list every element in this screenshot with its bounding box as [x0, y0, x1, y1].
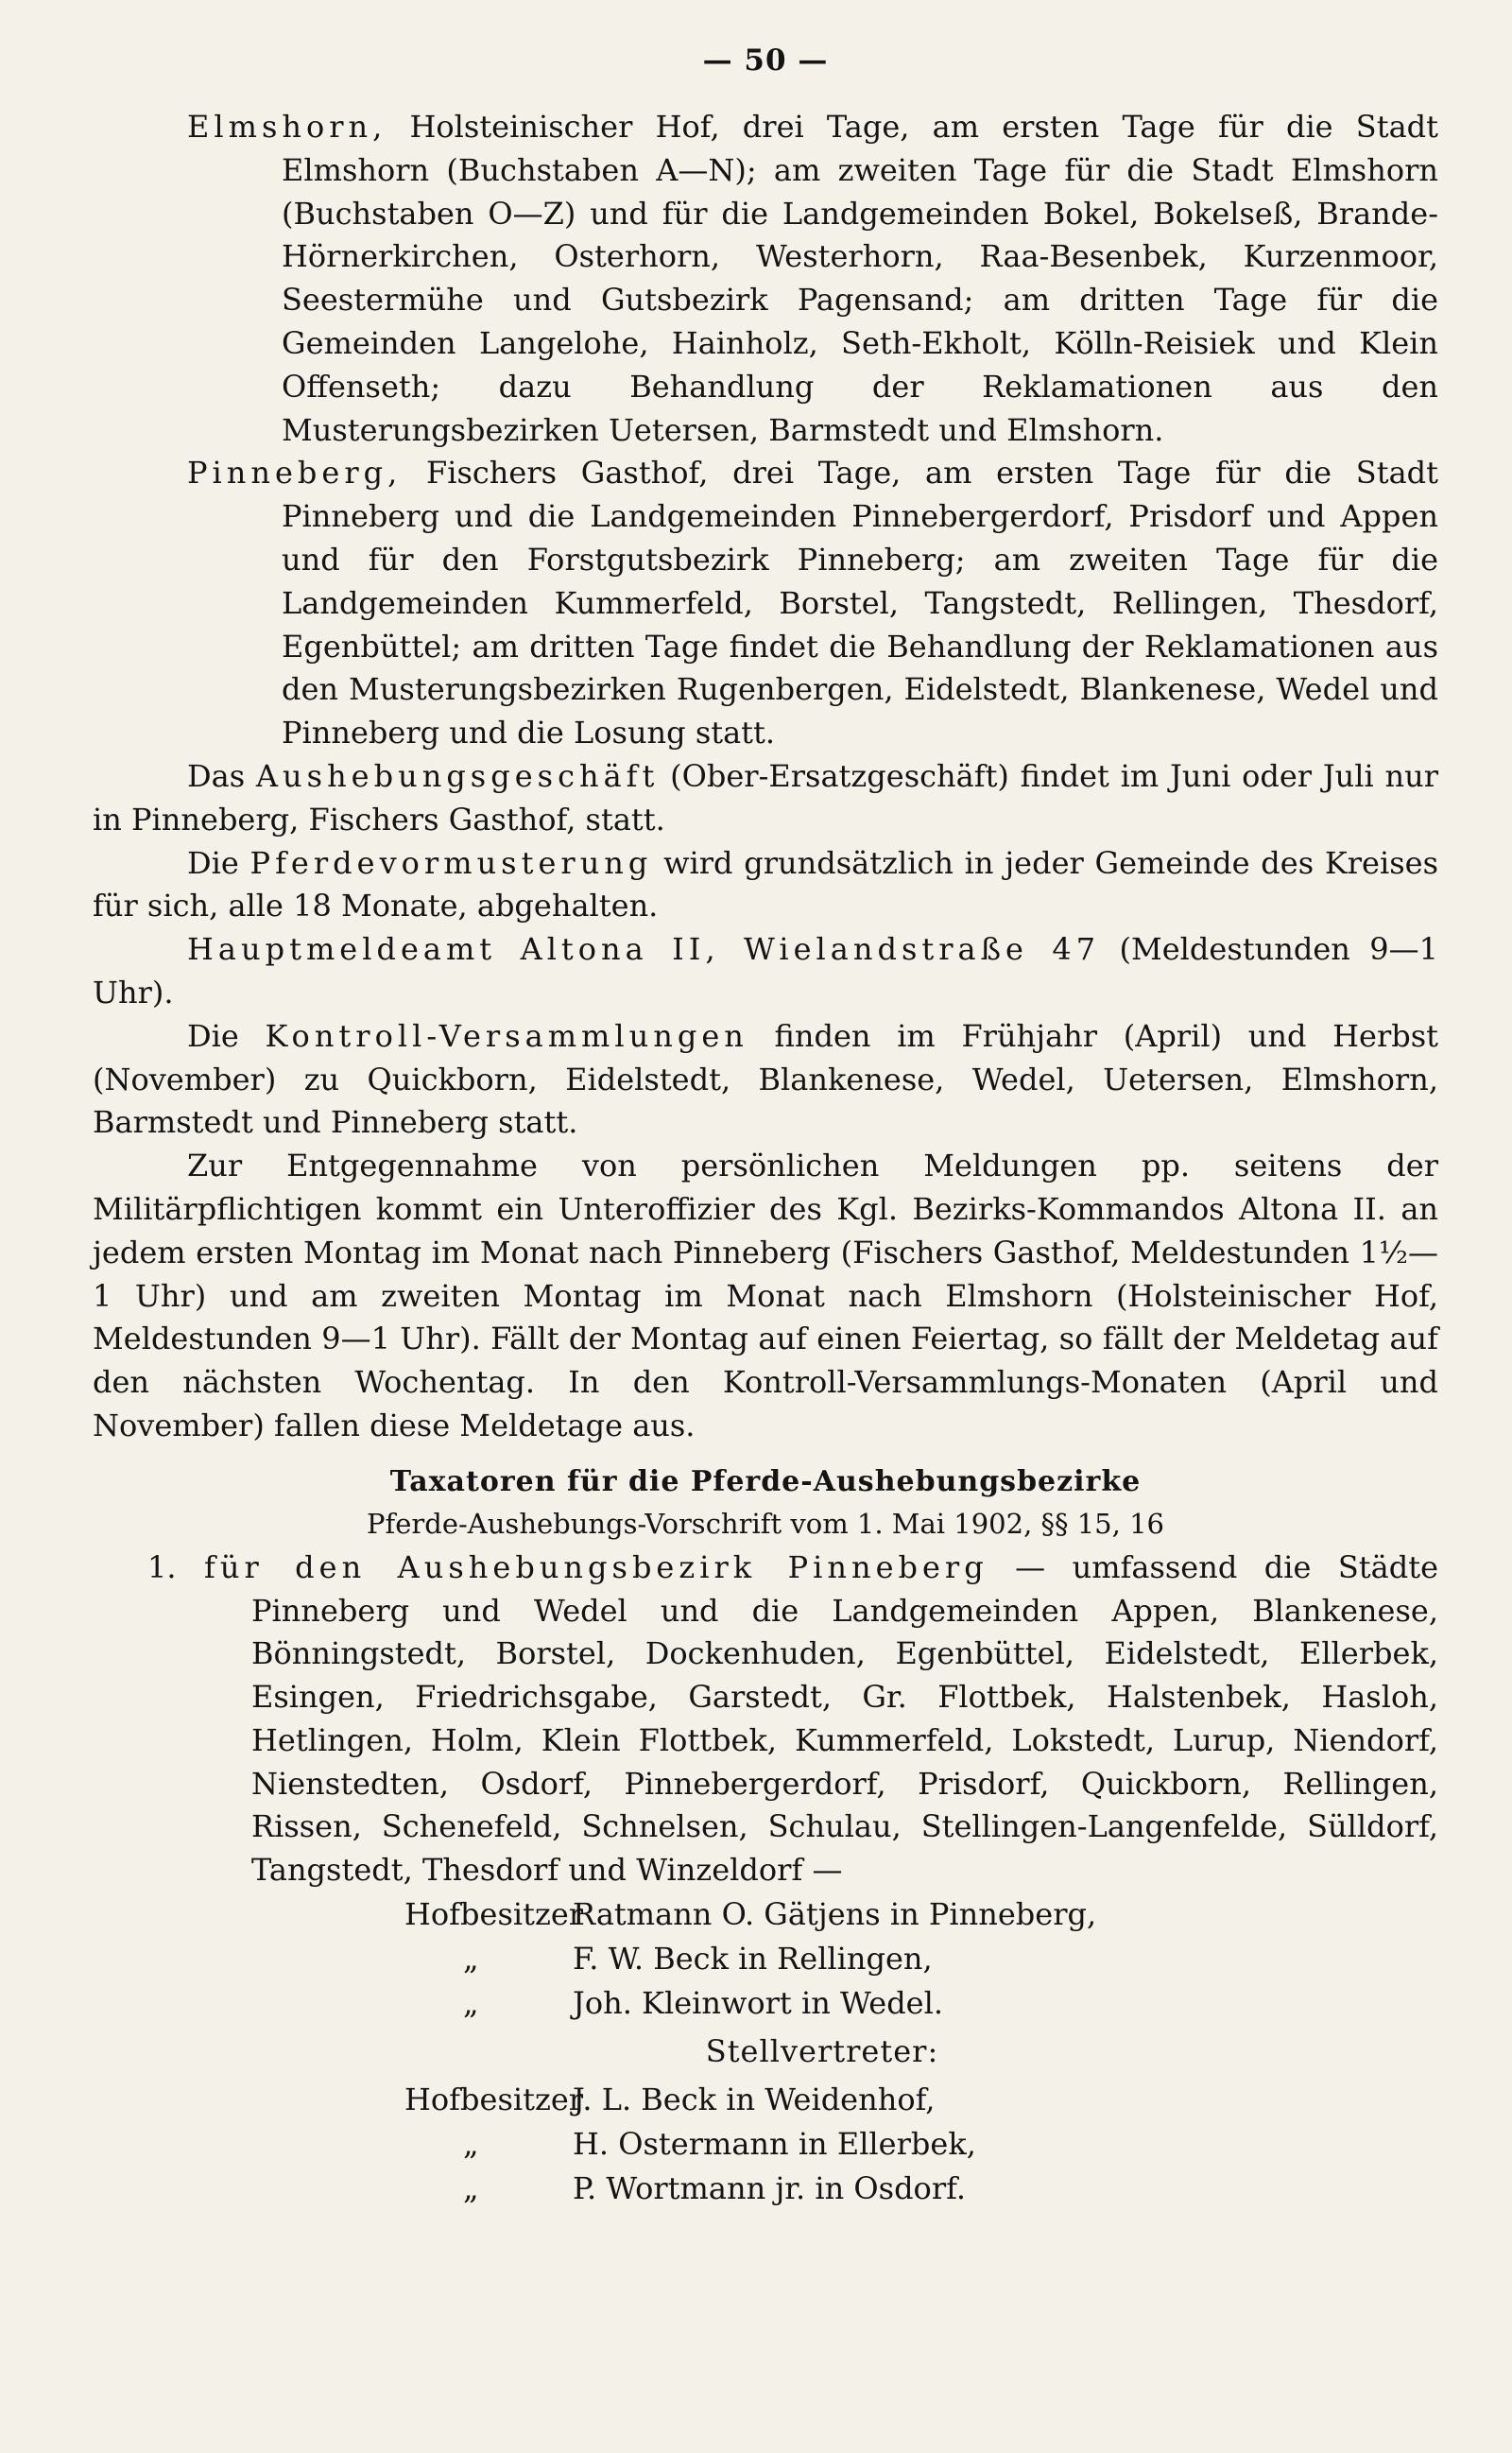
spaced-term: für den Aushebungsbezirk Pinneberg [204, 1548, 988, 1585]
person-row [404, 1937, 1438, 1981]
person-row [404, 1981, 1438, 2026]
paragraph-pferdevormusterung: Die Pferdevormusterung wird grundsätzlich in jeder Gemeinde des Kreises für sich, alle 18 Monate, abgehalten. [93, 844, 1438, 924]
entry-text: Fischers Gasthof, drei Tage, am ersten Tage für die Stadt Pinneberg und die Landgemeinden Pinnebergerdorf, Prisdorf und Appen und für den Forstgutsbezirk Pinneberg; am zweiten Tage für die Landgemeinden Kummerfeld, Borstel, Tangstedt, Rellingen, Thesdorf, Egenbüttel; am dritten Tage findet die Behandlung der Reklamationen aus den Musterungsbezirken Rugenbergen, Eidelstedt, Blankenese, Wedel und Pinneberg und die Losung statt. [282, 455, 1438, 751]
spaced-term: Hauptmeldeamt Altona II, Wielandstraße 47 [187, 931, 1101, 968]
paragraph-hauptmeldeamt: Hauptmeldeamt Altona II, Wielandstraße 47 (Meldestunden 9—1 Uhr). [93, 931, 1439, 1011]
entry-text: Holsteinischer Hof, drei Tage, am ersten Tage für die Stadt Elmshorn (Buchstaben A—N); am zweiten Tage für die Stadt Elmshorn (Buchstaben O—Z) und für die Landgemeinden Bokel, Bokelseß, Brande-Hörnerkirchen, Osterhorn, Westerhorn, Raa-Besenbek, Kurzenmoor, Seestermühe und Gutsbezirk Pagensand; am dritten Tage für die Gemeinden Langelohe, Hainholz, Seth-Ekholt, Kölln-Reisiek und Klein Offenseth; dazu Behandlung der Reklamationen aus den Musterungsbezirken Uetersen, Barmstedt und Elmshorn. [282, 109, 1438, 448]
person-name: Joh. Kleinwort in Wedel. [573, 1985, 944, 2022]
person-row [404, 1892, 1438, 1937]
person-role: Hofbesitzer [404, 2082, 584, 2118]
spaced-term: Aushebungsgeschäft [255, 757, 660, 794]
person-role: Hofbesitzer [404, 1896, 584, 1933]
person-name: Ratmann O. Gätjens in Pinneberg, [573, 1896, 1097, 1933]
person-name: J. L. Beck in Weidenhof, [573, 2082, 936, 2118]
stellvertreter-label: Stellvertreter: [705, 2033, 939, 2070]
ditto-mark: „ [463, 2170, 479, 2207]
spaced-term: Pferdevormusterung [249, 844, 653, 881]
list-text: — umfassend die Städte Pinneberg und Wedel und die Landgemeinden Appen, Blankenese, Bönningstedt, Borstel, Dockenhuden, Egenbüttel, Eidelstedt, Ellerbek, Esingen, Friedrichsgabe, Garstedt, Gr. Flottbek, Halstenbek, Hasloh, Hetlingen, Holm, Klein Flottbek, Kummerfeld, Lokstedt, Lurup, Niendorf, Nienstedten, Osdorf, Pinnebergerdorf, Prisdorf, Quickborn, Rellingen, Rissen, Schenefeld, Schnelsen, Schulau, Stellingen-Langenfelde, Sülldorf, Tangstedt, Thesdorf und Winzeldorf — [251, 1548, 1439, 1889]
person-row [404, 2078, 1438, 2122]
list-number: 1. [147, 1548, 177, 1585]
person-name: H. Ostermann in Ellerbek, [573, 2126, 976, 2163]
person-row [404, 2122, 1438, 2167]
entry-place: Pinneberg, [187, 455, 403, 492]
paragraph-kontroll-versammlungen: Die Kontroll-Versammlungen finden im Frühjahr (April) und Herbst (November) zu Quickborn, Eidelstedt, Blankenese, Wedel, Uetersen, Elmshorn, Barmstedt und Pinneberg statt. [93, 1017, 1439, 1141]
entry-pinneberg [187, 452, 1438, 755]
list-item-aushebungsbezirk [147, 1546, 1438, 1892]
section-heading: Taxatoren für die Pferde-Aushebungsbezirke [389, 1464, 1142, 1498]
stellvertreter-list [404, 2078, 1438, 2211]
entry-place: Elmshorn, [187, 109, 387, 145]
paragraph-aushebungsgeschaeft: Das Aushebungsgeschäft (Ober-Ersatzgeschäft) findet im Juni oder Juli nur in Pinneberg, Fischers Gasthof, statt. [93, 757, 1438, 838]
page-number: — 50 — [702, 43, 829, 78]
entry-elmshorn [187, 106, 1438, 452]
paragraph-meldungen: Zur Entgegennahme von persönlichen Meldungen pp. seitens der Militärpflichtigen kommt ein Unteroffizier des Kgl. Bezirks-Kommandos Altona II. an jedem ersten Montag im Monat nach Pinneberg (Fischers Gasthof, Meldestunden 1½—1 Uhr) und am zweiten Montag im Monat nach Elmshorn (Holsteinischer Hof, Meldestunden 9—1 Uhr). Fällt der Montag auf einen Feiertag, so fällt der Meldetag auf den nächsten Wochentag. In den Kontroll-Versammlungs-Monaten (April und November) fallen diese Meldetage aus. [93, 1148, 1438, 1443]
person-row [404, 2167, 1438, 2211]
person-name: P. Wortmann jr. in Osdorf. [573, 2170, 966, 2207]
ditto-mark: „ [463, 1985, 479, 2022]
taxatoren-list [404, 1892, 1438, 2026]
spaced-term: Kontroll-Versammlungen [265, 1017, 748, 1054]
ditto-mark: „ [463, 1941, 479, 1978]
section-subheading: Pferde-Aushebungs-Vorschrift vom 1. Mai 1902, §§ 15, 16 [367, 1507, 1164, 1540]
person-name: F. W. Beck in Rellingen, [573, 1941, 933, 1978]
ditto-mark: „ [463, 2126, 479, 2163]
